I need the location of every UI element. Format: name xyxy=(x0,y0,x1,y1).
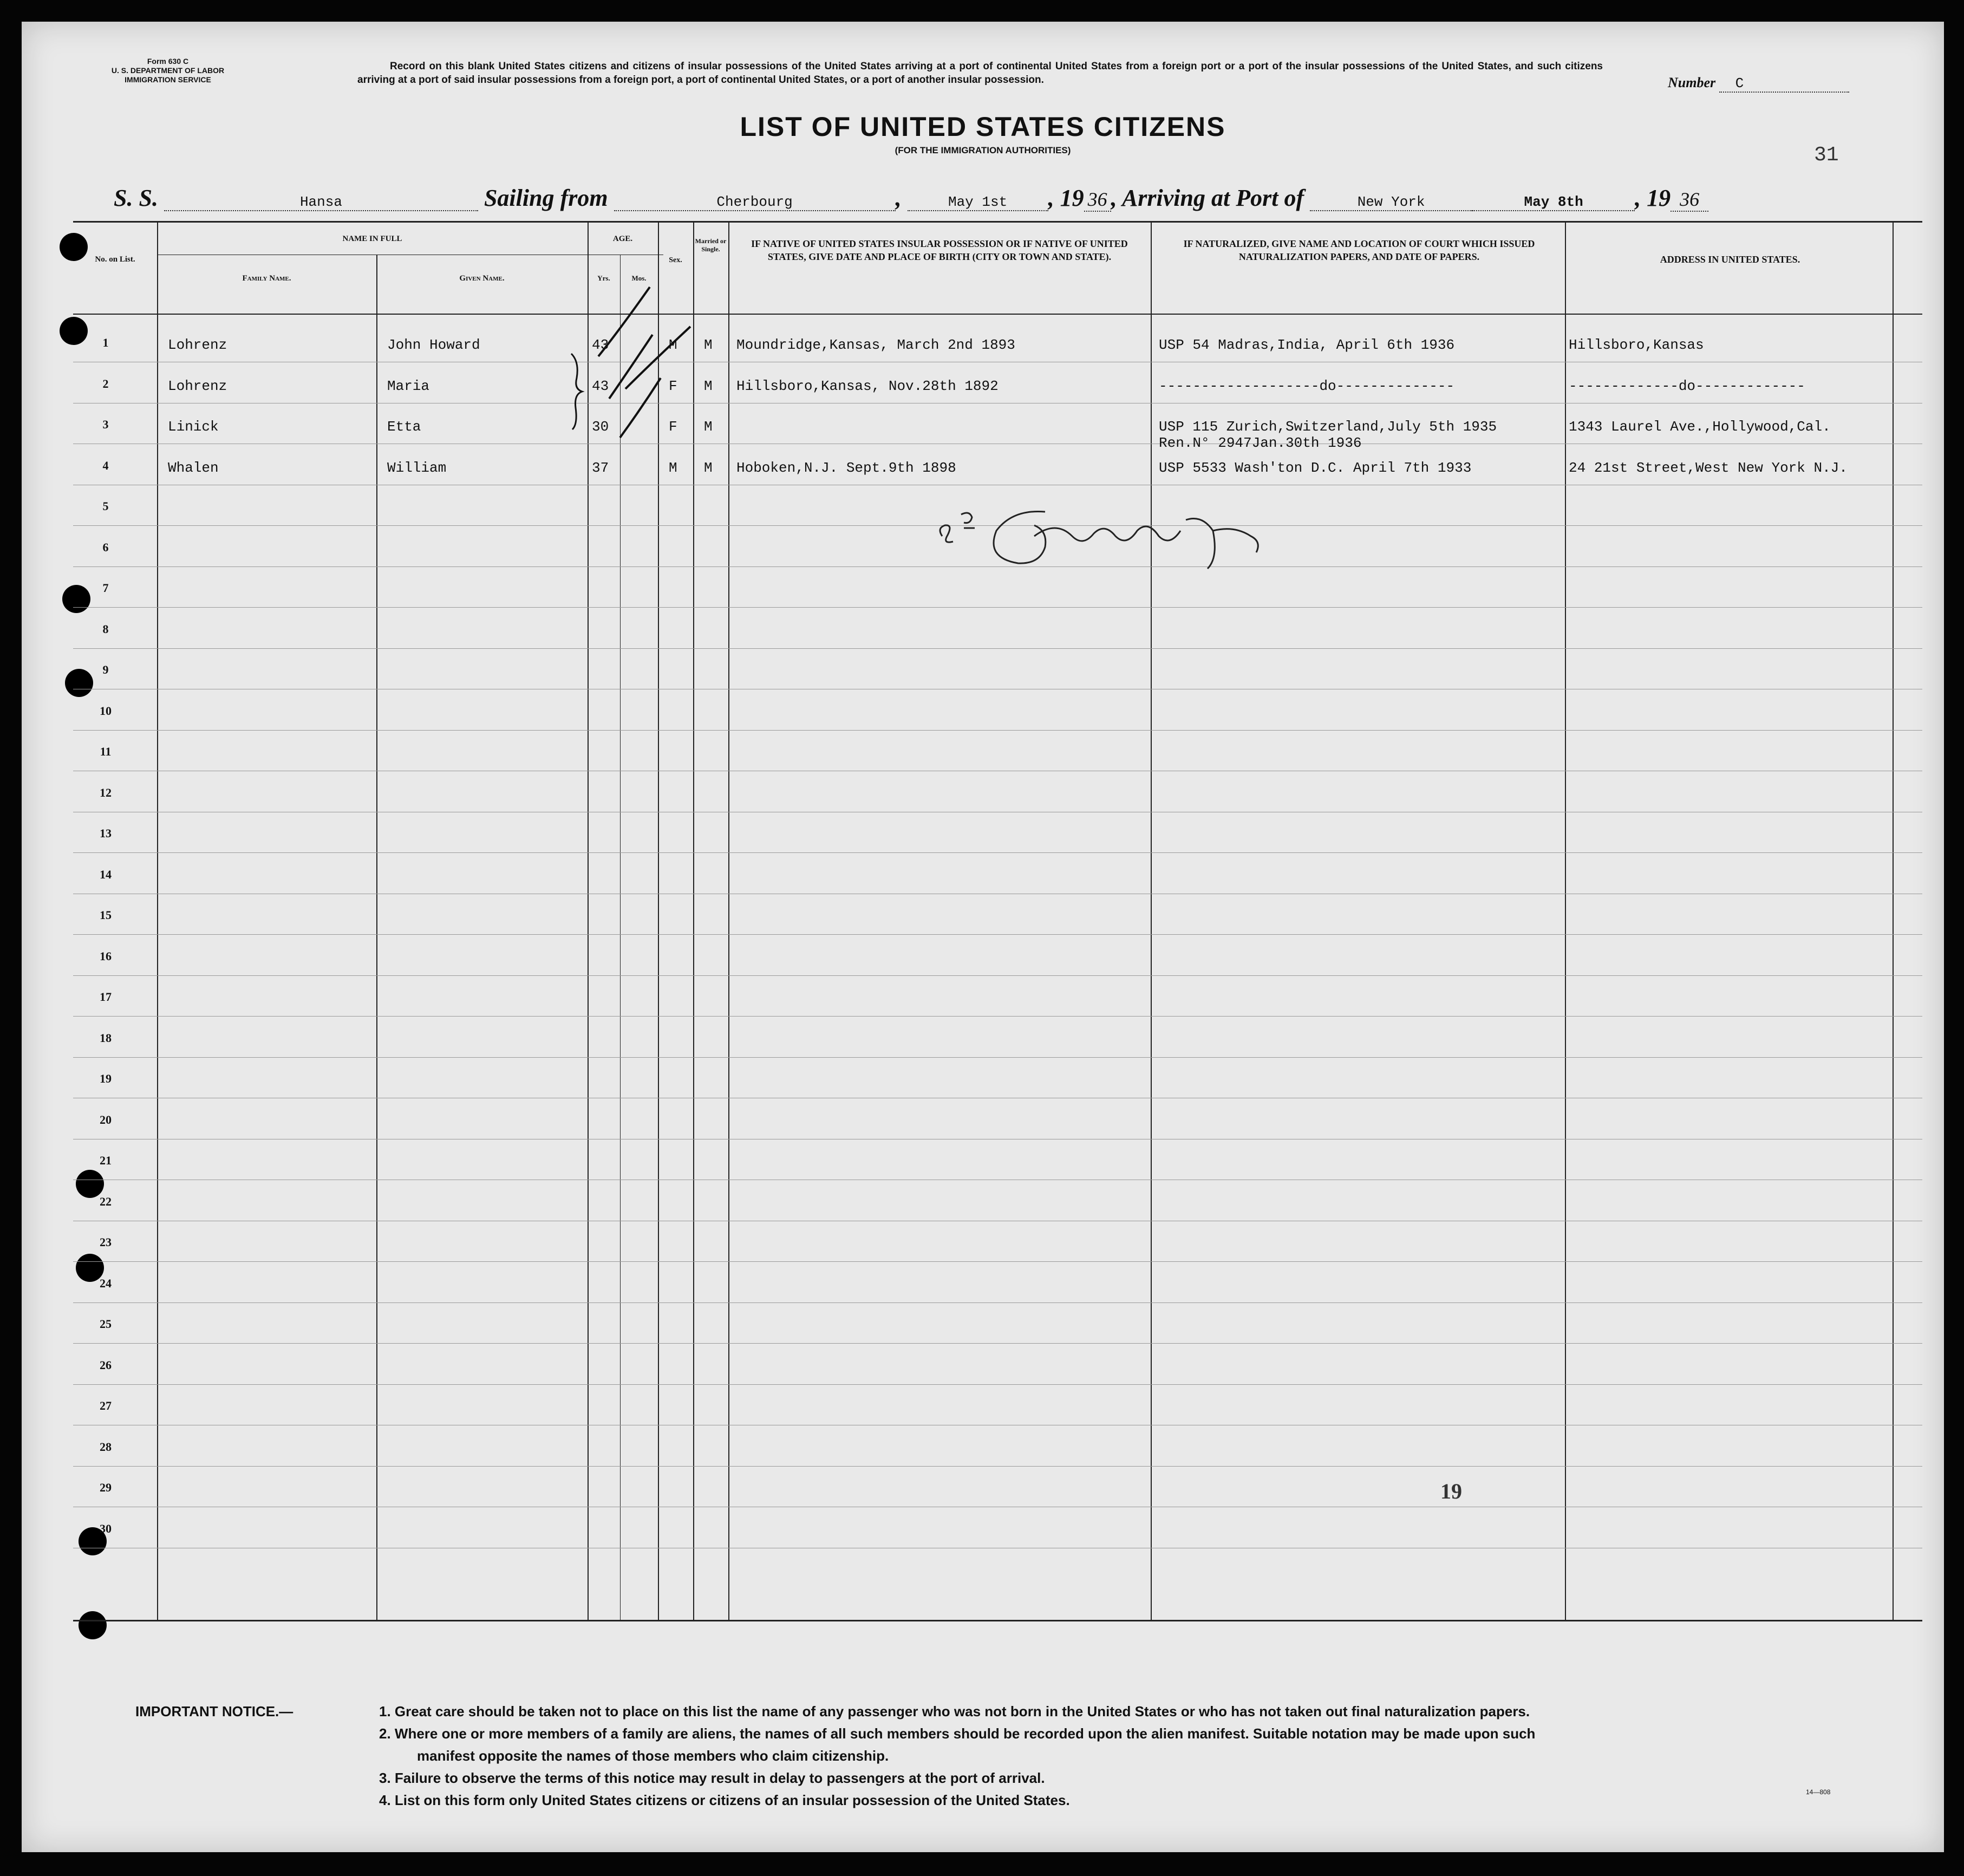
row-number: 2 xyxy=(102,376,109,390)
naturalized-cell: -------------------do-------------- xyxy=(1159,377,1455,394)
married-cell: M xyxy=(704,377,713,394)
naturalized-cell-line2: Ren.N° 2947Jan.30th 1936 xyxy=(1159,435,1362,451)
manifest-sheet xyxy=(22,22,1944,1852)
row-number: 28 xyxy=(100,1439,112,1454)
married-cell: M xyxy=(704,459,713,476)
row-number: 5 xyxy=(102,499,109,513)
ruled-line xyxy=(73,1261,1922,1262)
row-number: 25 xyxy=(100,1317,112,1331)
inspector-signature xyxy=(931,498,1283,574)
passenger-table xyxy=(73,221,1922,1621)
address-cell: -------------do------------- xyxy=(1569,377,1805,394)
ruled-line xyxy=(73,648,1922,649)
header-no-on-list: No. on List. xyxy=(95,255,135,264)
naturalized-cell: USP 115 Zurich,Switzerland,July 5th 1935 xyxy=(1159,419,1497,435)
married-cell: M xyxy=(704,337,713,353)
notice-item: 3. Failure to observe the terms of this notice may result in delay to passengers at the port of arrival. xyxy=(379,1770,1045,1786)
header-yrs: Yrs. xyxy=(597,274,610,282)
ruled-line xyxy=(73,1343,1922,1344)
notice-lead: IMPORTANT NOTICE.— xyxy=(135,1703,293,1719)
address-cell: 24 21st Street,West New York N.J. xyxy=(1569,459,1848,476)
address-cell: Hillsboro,Kansas xyxy=(1569,337,1704,353)
number-label: Number xyxy=(1668,75,1716,90)
row-number: 18 xyxy=(100,1031,112,1045)
col-divider xyxy=(157,221,158,1621)
ruled-line xyxy=(73,1302,1922,1303)
col-divider xyxy=(1893,221,1894,1621)
port-from: Cherbourg xyxy=(614,194,896,211)
department-name: U. S. DEPARTMENT OF LABOR xyxy=(111,66,225,75)
age-years-cell: 30 xyxy=(592,419,609,435)
row-number: 21 xyxy=(100,1154,112,1167)
row-number: 14 xyxy=(100,867,112,881)
year-prefix: 19 xyxy=(1647,185,1671,211)
page-number: 31 xyxy=(1814,144,1839,167)
header-address: ADDRESS IN UNITED STATES. xyxy=(1660,254,1800,265)
family-bracket xyxy=(566,351,588,432)
service-name: IMMIGRATION SERVICE xyxy=(125,75,211,84)
year-prefix: 19 xyxy=(1060,185,1084,211)
row-number: 9 xyxy=(102,663,109,676)
row-number: 10 xyxy=(100,704,112,718)
row-number: 29 xyxy=(100,1481,112,1494)
row-number: 30 xyxy=(100,1521,112,1535)
age-years-cell: 37 xyxy=(592,459,609,476)
birth-cell: Hillsboro,Kansas, Nov.28th 1892 xyxy=(736,377,999,394)
family-name-cell: Whalen xyxy=(168,459,219,476)
row-number: 19 xyxy=(100,1072,112,1085)
given-name-cell: William xyxy=(387,459,447,476)
intro-text: Record on this blank United States citizens and citizens of insular possessions of the United States arriving at a port of continental United States from a foreign port or a port of the insular possessions of the United States, and such citizens arriving at a port of said insular possessions from a foreign port, a port of continental United States, or a port of another insular possession. xyxy=(357,61,1603,86)
ruled-line xyxy=(73,934,1922,935)
ruled-line xyxy=(73,975,1922,976)
row-number: 3 xyxy=(102,418,109,431)
sex-cell: F xyxy=(669,419,677,435)
row-number: 16 xyxy=(100,949,112,963)
check-marks xyxy=(588,275,696,448)
notice-item: 2. Where one or more members of a family are aliens, the names of all such members should be recorded upon the alien manifest. Suitable notation may be made upon such xyxy=(379,1725,1536,1742)
form-number: Form 630 C xyxy=(147,57,189,66)
sex-cell: M xyxy=(669,459,677,476)
header-name-in-full: NAME IN FULL xyxy=(342,234,402,243)
row-number: 4 xyxy=(102,458,109,472)
page-title: LIST OF UNITED STATES CITIZENS xyxy=(740,112,1226,142)
naturalized-cell: USP 5533 Wash'ton D.C. April 7th 1933 xyxy=(1159,459,1472,476)
col-divider xyxy=(728,221,729,1621)
ruled-line xyxy=(73,607,1922,608)
header-sex: Sex. xyxy=(669,256,682,264)
row-number: 8 xyxy=(102,622,109,636)
sex-cell: F xyxy=(669,377,677,394)
married-cell: M xyxy=(704,419,713,435)
sailing-label: Sailing from xyxy=(484,185,608,211)
row-number: 22 xyxy=(100,1194,112,1208)
table-bottom-border xyxy=(73,1620,1922,1621)
ruled-line xyxy=(73,1016,1922,1017)
naturalized-cell: USP 54 Madras,India, April 6th 1936 xyxy=(1159,337,1455,353)
ss-label: S. S. xyxy=(114,185,158,211)
given-name-cell: John Howard xyxy=(387,337,480,353)
given-name-cell: Etta xyxy=(387,419,421,435)
header-mos: Mos. xyxy=(631,274,647,282)
row-number: 20 xyxy=(100,1112,112,1126)
footer-code: 14—808 xyxy=(1806,1788,1831,1796)
header-given-name: Given Name. xyxy=(459,274,505,283)
ruled-line xyxy=(73,1384,1922,1385)
ruled-line xyxy=(73,730,1922,731)
family-name-cell: Lohrenz xyxy=(168,377,227,394)
date-to: May 8th xyxy=(1472,194,1635,211)
ruled-line xyxy=(73,852,1922,853)
family-name-cell: Linick xyxy=(168,419,219,435)
birth-cell: Hoboken,N.J. Sept.9th 1898 xyxy=(736,459,956,476)
row-number: 24 xyxy=(100,1276,112,1290)
age-years-cell: 43 xyxy=(592,337,609,353)
notice-item-continued: manifest opposite the names of those members who claim citizenship. xyxy=(417,1748,889,1764)
date-from: May 1st xyxy=(908,194,1048,211)
col-divider xyxy=(376,255,377,1621)
header-naturalized: IF NATURALIZED, GIVE NAME AND LOCATION OF COURT WHICH ISSUED NATURALIZATION PAPERS, AND DATE OF PAPERS. xyxy=(1183,238,1535,262)
row-number: 6 xyxy=(102,540,109,554)
row-number: 23 xyxy=(100,1235,112,1249)
row-number: 7 xyxy=(102,581,109,595)
table-top-border xyxy=(73,221,1922,223)
list-number xyxy=(1668,75,1849,93)
arriving-label: Arriving at Port of xyxy=(1121,185,1304,211)
sex-cell: M xyxy=(669,337,677,353)
important-notice xyxy=(135,1701,1922,1812)
form-identifier xyxy=(87,57,249,84)
row-number: 11 xyxy=(100,745,112,758)
ruled-line xyxy=(73,1057,1922,1058)
row-number: 15 xyxy=(100,908,112,922)
birth-cell: Moundridge,Kansas, March 2nd 1893 xyxy=(736,337,1015,353)
ship-name: Hansa xyxy=(164,194,478,211)
year-from: 36 xyxy=(1084,188,1111,212)
header-birth: IF NATIVE OF UNITED STATES INSULAR POSSESSION OR IF NATIVE OF UNITED STATES, GIVE DATE AND PLACE OF BIRTH (CITY OR TOWN AND STATE). xyxy=(751,238,1128,262)
header-married: Married or Single. xyxy=(695,237,727,253)
row-number: 12 xyxy=(100,785,112,799)
port-to: New York xyxy=(1310,194,1472,211)
family-name-cell: Lohrenz xyxy=(168,337,227,353)
voyage-line: S. S. Hansa Sailing from Cherbourg , May 1st , 19 36 , Arriving at Port of New York May 8th , 19 36 xyxy=(114,184,1708,212)
notice-item: 1. Great care should be taken not to place on this list the name of any passenger who was not born in the United States or who has not taken out final naturalization papers. xyxy=(379,1703,1530,1719)
number-value: C xyxy=(1719,75,1849,93)
row-number: 1 xyxy=(102,336,109,349)
col-divider xyxy=(1151,221,1152,1621)
stamp-number: 19 xyxy=(1440,1479,1462,1503)
row-number: 27 xyxy=(100,1399,112,1412)
col-divider xyxy=(620,255,621,1621)
page-subtitle: (FOR THE IMMIGRATION AUTHORITIES) xyxy=(895,145,1071,155)
given-name-cell: Maria xyxy=(387,377,430,394)
header-age: AGE. xyxy=(612,234,633,243)
age-years-cell: 43 xyxy=(592,377,609,394)
address-cell: 1343 Laurel Ave.,Hollywood,Cal. xyxy=(1569,419,1831,435)
row-number: 13 xyxy=(100,826,112,840)
notice-item: 4. List on this form only United States citizens or citizens of an insular possession of the United States. xyxy=(379,1792,1070,1808)
ruled-line xyxy=(73,1466,1922,1467)
col-divider xyxy=(1565,221,1566,1621)
year-to: 36 xyxy=(1671,188,1708,212)
header-bottom-border xyxy=(73,314,1922,315)
row-number: 26 xyxy=(100,1358,112,1372)
header-family-name: Family Name. xyxy=(242,274,291,283)
row-number: 17 xyxy=(100,990,112,1004)
